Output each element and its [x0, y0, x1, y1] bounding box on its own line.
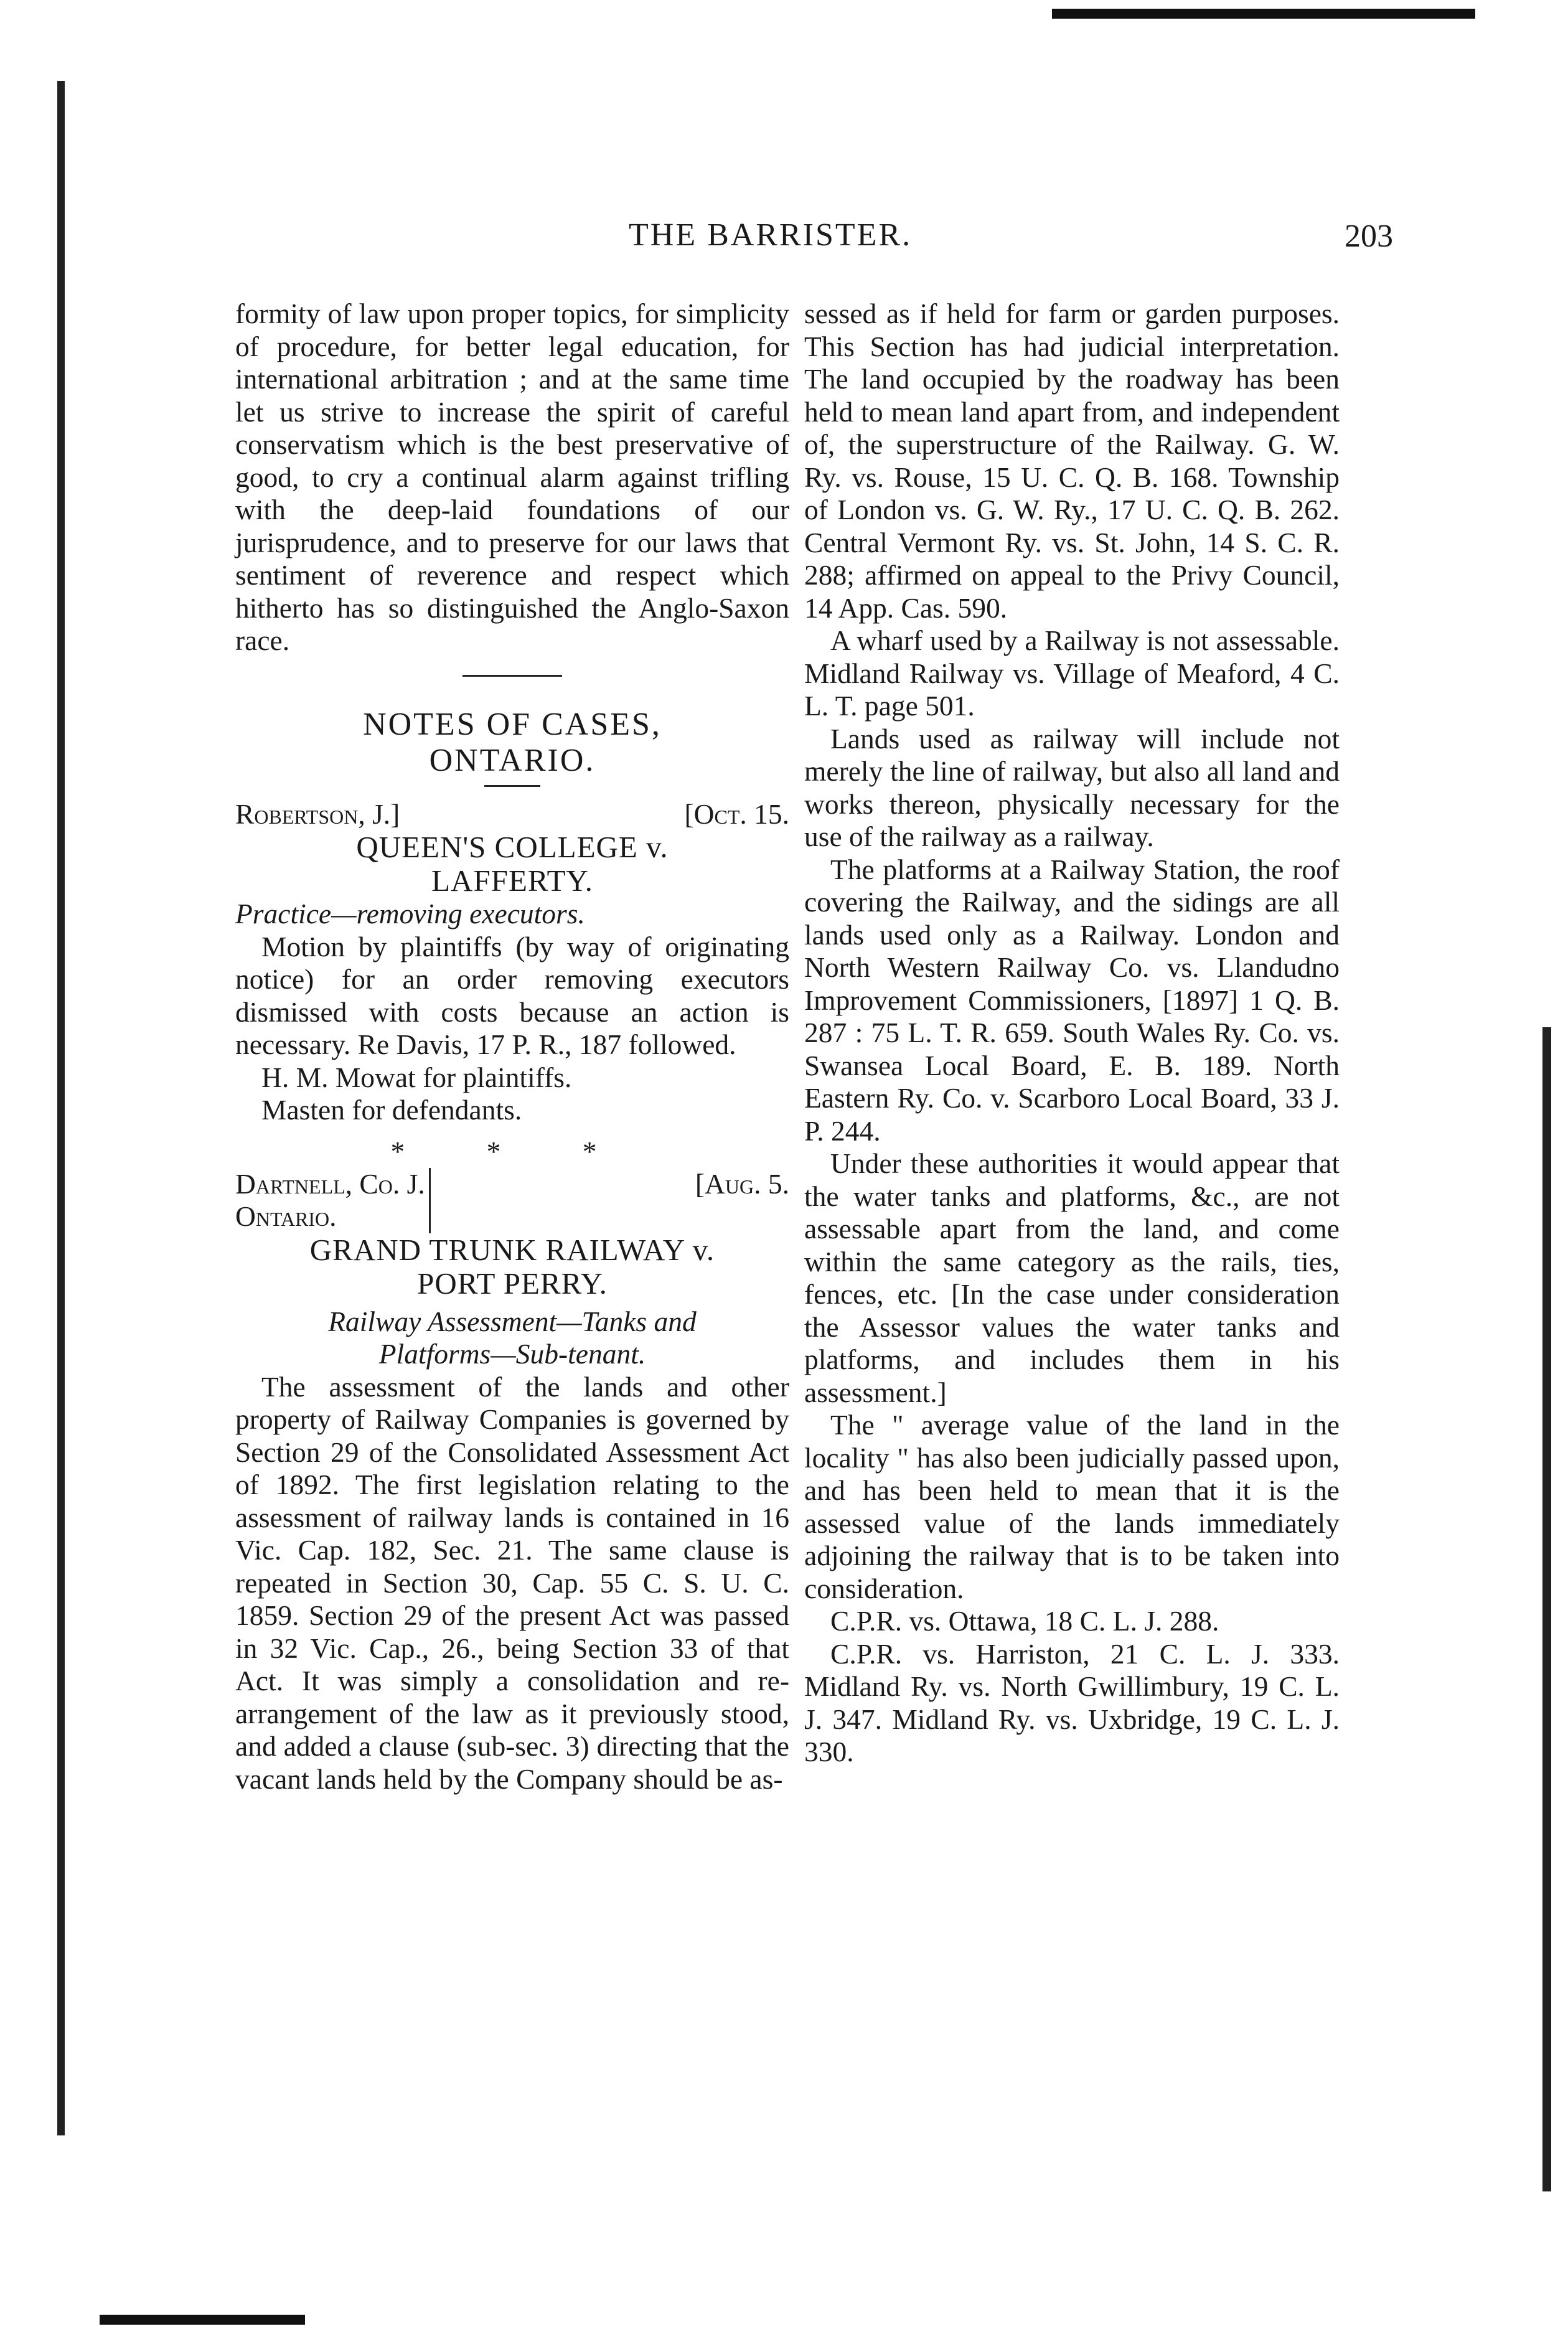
- case2-subject-line-1: Railway Assessment—Tanks and: [328, 1305, 697, 1337]
- case1-counsel-plaintiffs: H. M. Mowat for plaintiffs.: [261, 1061, 572, 1093]
- heading-rule: [484, 785, 540, 787]
- case2-body: The assessment of the lands and other property of Railway Companies is governed by Section 29 of the Consolidated Assessment Act of 1892. The first legislation relating to the assessment of railway lands is contained in 16 Vic. Cap. 182, Sec. 21. The same clause is repeated in Section 30, Cap. 55 C. S. U. C. 1859. Section 29 of the present Act was passed in 32 Vic. Cap., 26., being Section 33 of that Act. It was simply a consolidation and re-arrangement of the law as it previously stood, and added a clause (sub-sec. 3) directing that the vacant lands held by the Company should be as-: [235, 1370, 789, 1795]
- scan-edge-mark-left: [57, 81, 65, 2135]
- right-column: [804, 298, 1340, 1769]
- case2-date: [Aug. 5.: [695, 1167, 789, 1200]
- section-heading-line-2: ONTARIO.: [429, 742, 596, 778]
- case1-date: [Oct. 15.: [684, 798, 789, 830]
- section-heading: [235, 707, 789, 779]
- scan-edge-mark-top: [1052, 9, 1475, 19]
- right-paragraph-3: Lands used as railway will include not merely the line of railway, but also all land and works thereon, physically necessary for the use of the railway as a railway.: [804, 722, 1340, 852]
- case-queens-college: [235, 798, 789, 1127]
- right-paragraph-2: A wharf used by a Railway is not assessable. Midland Railway vs. Village of Meaford, 4 C. L. T. page 501.: [804, 624, 1340, 722]
- case1-judge-line: [235, 798, 789, 831]
- left-column: [235, 298, 789, 1795]
- running-head-title: THE BARRISTER.: [629, 217, 913, 253]
- case2-subject: [235, 1306, 789, 1371]
- scan-edge-mark-bottom: [100, 2315, 305, 2325]
- page-number: 203: [1345, 219, 1393, 254]
- right-paragraph-5: Under these authorities it would appear that the water tanks and platforms, &c., are not assessable apart from the land, and come within the same category as the rails, ties, fences, etc. [In the case under consideration the Assessor values the water tanks and platforms, and includes them in his assessment.]: [804, 1147, 1340, 1408]
- case1-judge: Robertson, J.]: [235, 798, 400, 830]
- intro-paragraph: formity of law upon proper topics, for simplicity of procedure, for better legal education, for international arbitration ; and at the same time let us strive to increase the spirit of careful conservatism which is the best preservative of good, to cry a continual alarm against trifling with the deep-laid foundations of our jurisprudence, and to preserve for our laws that sentiment of reverence and respect which hitherto has so distinguished the Anglo-Saxon race.: [235, 298, 789, 656]
- case1-body: Motion by plaintiffs (by way of originating notice) for an order removing executors dismissed with costs because an action is necessary. Re Davis, 17 P. R., 187 followed.: [235, 930, 789, 1060]
- scan-edge-mark-right: [1542, 1027, 1551, 2191]
- right-paragraph-6: The " average value of the land in the locality " has also been judicially passed upon, and has been held to mean that it is the assessed value of the lands immediately adjoining the railway that is to be taken into consideration.: [804, 1409, 1340, 1604]
- right-citation-2: C.P.R. vs. Harriston, 21 C. L. J. 333. Midland Ry. vs. North Gwillimbury, 19 C. L. J. 347. Midland Ry. vs. Uxbridge, 19 C. L. J. 330.: [804, 1637, 1340, 1767]
- case2-court: Ontario.: [235, 1200, 337, 1232]
- case2-judge-bracket: [235, 1168, 431, 1233]
- right-citation-1: C.P.R. vs. Ottawa, 18 C. L. J. 288.: [830, 1605, 1219, 1637]
- right-paragraph-1: sessed as if held for farm or garden purposes. This Section has had judicial interpretation. The land occupied by the roadway has been held to mean land apart from, and independent of, the superstructure of the Railway. G. W. Ry. vs. Rouse, 15 U. C. Q. B. 168. Township of London vs. G. W. Ry., 17 U. C. Q. B. 262. Central Vermont Ry. vs. St. John, 14 S. C. R. 288; affirmed on appeal to the Privy Council, 14 App. Cas. 590.: [804, 298, 1340, 624]
- case2-judge-line: [235, 1168, 789, 1233]
- case2-judge: Dartnell, Co. J.: [235, 1167, 425, 1200]
- case2-title: [235, 1233, 789, 1301]
- section-rule: [462, 675, 562, 677]
- case-grand-trunk: [235, 1168, 789, 1796]
- right-paragraph-4: The platforms at a Railway Station, the roof covering the Railway, and the sidings are all lands used only as a Railway. London and North Western Railway Co. vs. Llandudno Improvement Commissioners, [1897] 1 Q. B. 287 : 75 L. T. R. 659. South Wales Ry. Co. vs. Swansea Local Board, E. B. 189. North Eastern Ry. Co. v. Scarboro Local Board, 33 J. P. 244.: [804, 853, 1340, 1147]
- case1-counsel-defendants: Masten for defendants.: [261, 1094, 522, 1126]
- case1-title-line-1: QUEEN'S COLLEGE v.: [356, 830, 669, 864]
- case2-subject-line-2: Platforms—Sub-tenant.: [378, 1338, 646, 1370]
- case1-title: [235, 831, 789, 898]
- case-separator: * * *: [390, 1135, 634, 1167]
- case1-subject: Practice—removing executors.: [235, 898, 585, 929]
- case1-title-line-2: LAFFERTY.: [431, 864, 593, 898]
- case2-title-line-2: PORT PERRY.: [417, 1266, 608, 1301]
- section-heading-line-1: NOTES OF CASES,: [363, 706, 662, 742]
- case2-title-line-1: GRAND TRUNK RAILWAY v.: [309, 1232, 715, 1267]
